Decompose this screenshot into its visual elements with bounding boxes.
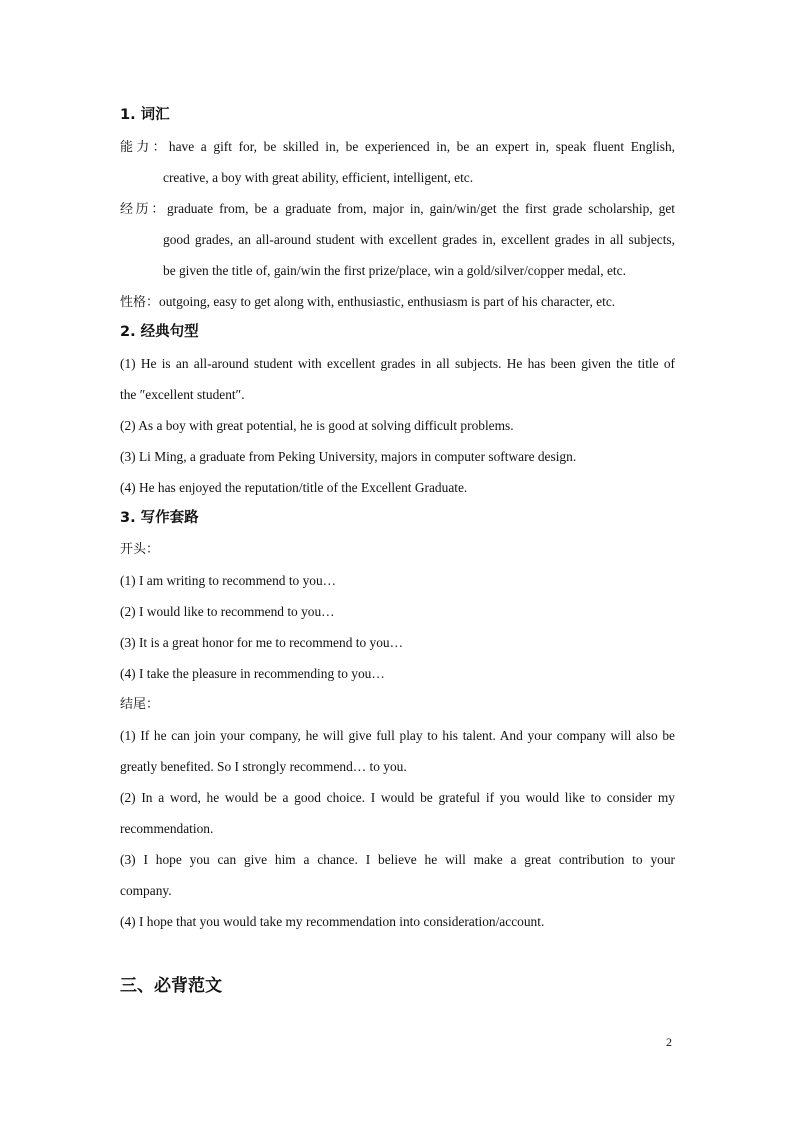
- section-writing-title: 3. 写作套路: [120, 510, 199, 526]
- sentence-2: (2) As a boy with great potential, he is good at solving difficult problems.: [120, 418, 514, 433]
- character-line: [120, 286, 675, 317]
- character-text: outgoing, easy to get along with, enthusiastic, enthusiasm is part of his character, etc.: [159, 294, 616, 309]
- opening-3: (3) It is a great honor for me to recommend to you…: [120, 635, 403, 650]
- ability-label: 能力：: [120, 140, 169, 155]
- ending-2b: recommendation.: [120, 821, 214, 836]
- content-body: [120, 100, 675, 937]
- opening-2: (2) I would like to recommend to you…: [120, 604, 335, 619]
- opening-1: (1) I am writing to recommend to you…: [120, 573, 337, 588]
- ending-3b: company.: [120, 883, 172, 898]
- character-label: 性格：: [120, 295, 160, 310]
- experience-text-1: graduate from, be a graduate from, major in, gain/win/get the first grade scholarship, get: [167, 201, 675, 216]
- section-three-title: 三、必背范文: [120, 976, 222, 996]
- page-number: 2: [666, 1035, 672, 1049]
- ability-text-2: creative, a boy with great ability, efficient, intelligent, etc.: [163, 170, 474, 185]
- experience-line-1: [120, 193, 675, 224]
- section-vocabulary-title: 1. 词汇: [120, 107, 170, 123]
- sentence-1a: (1) He is an all-around student with excellent grades in all subjects. He has been given the title of: [120, 356, 675, 371]
- experience-label: 经历：: [120, 202, 167, 217]
- experience-text-3: be given the title of, gain/win the first prize/place, win a gold/silver/copper medal, etc.: [163, 263, 626, 278]
- sentence-1b: the ″excellent student″.: [120, 387, 245, 402]
- opening-4: (4) I take the pleasure in recommending to you…: [120, 666, 385, 681]
- ending-1b: greatly benefited. So I strongly recommend… to you.: [120, 759, 407, 774]
- ending-label: 结尾：: [120, 697, 160, 712]
- sentence-3: (3) Li Ming, a graduate from Peking University, majors in computer software design.: [120, 449, 577, 464]
- ending-3a: (3) I hope you can give him a chance. I believe he will make a great contribution to your: [120, 852, 675, 867]
- ending-4: (4) I hope that you would take my recommendation into consideration/account.: [120, 914, 545, 929]
- opening-label: 开头：: [120, 542, 160, 557]
- experience-text-2: good grades, an all-around student with excellent grades in, excellent grades in all subjects,: [163, 232, 675, 247]
- ending-1a: (1) If he can join your company, he will give full play to his talent. And your company will also be: [120, 728, 675, 743]
- section-sentences-title: 2. 经典句型: [120, 324, 199, 340]
- ability-text-1: have a gift for, be skilled in, be experienced in, be an expert in, speak fluent English,: [168, 139, 675, 154]
- ending-2a: (2) In a word, he would be a good choice. I would be grateful if you would like to consider my: [120, 790, 675, 805]
- sentence-4: (4) He has enjoyed the reputation/title of the Excellent Graduate.: [120, 480, 468, 495]
- ability-line-1: [120, 131, 675, 162]
